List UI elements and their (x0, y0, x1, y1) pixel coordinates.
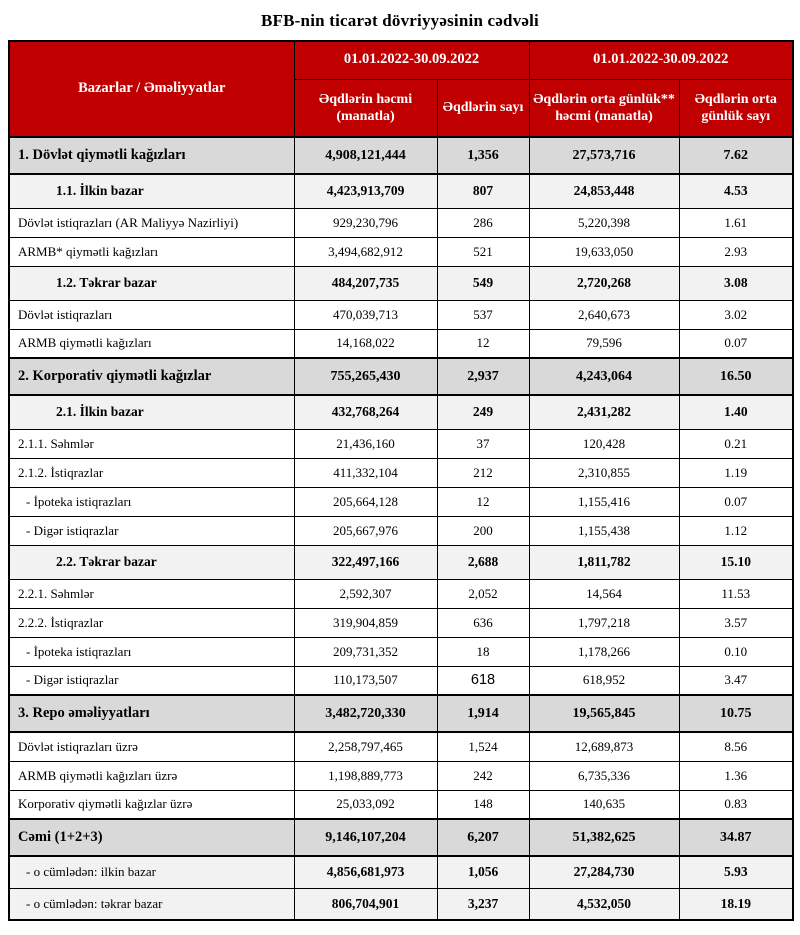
period-header-right: 01.01.2022-30.09.2022 (529, 41, 793, 79)
row-value: 3.02 (679, 300, 793, 329)
row-value: 18 (437, 637, 529, 666)
row-value: 51,382,625 (529, 819, 679, 856)
row-value: 6,207 (437, 819, 529, 856)
row-value: 24,853,448 (529, 174, 679, 208)
row-value: 618 (437, 666, 529, 695)
row-value: 205,664,128 (294, 487, 437, 516)
table-row (9, 237, 793, 266)
row-value: 618,952 (529, 666, 679, 695)
row-value: 5,220,398 (529, 208, 679, 237)
row-value: 3.08 (679, 266, 793, 300)
column-header-avg-volume: Əqdlərin orta günlük** həcmi (manatla) (529, 79, 679, 137)
table-row (9, 732, 793, 761)
row-value: 0.10 (679, 637, 793, 666)
row-value: 2.93 (679, 237, 793, 266)
row-value: 25,033,092 (294, 790, 437, 819)
row-value: 140,635 (529, 790, 679, 819)
row-value: 8.56 (679, 732, 793, 761)
header-group-row (9, 41, 793, 79)
row-value: 4,423,913,709 (294, 174, 437, 208)
row-value: 12,689,873 (529, 732, 679, 761)
row-value: 209,731,352 (294, 637, 437, 666)
row-value: 3,482,720,330 (294, 695, 437, 732)
row-label: Korporativ qiymətli kağızlar üzrə (9, 790, 294, 819)
row-value: 205,667,976 (294, 516, 437, 545)
row-value: 15.10 (679, 545, 793, 579)
row-value: 79,596 (529, 329, 679, 358)
row-value: 322,497,166 (294, 545, 437, 579)
row-value: 27,284,730 (529, 856, 679, 888)
row-value: 2,592,307 (294, 579, 437, 608)
row-value: 1,155,416 (529, 487, 679, 516)
period-header-left: 01.01.2022-30.09.2022 (294, 41, 529, 79)
row-value: 2,937 (437, 358, 529, 395)
row-value: 9,146,107,204 (294, 819, 437, 856)
row-value: 1,797,218 (529, 608, 679, 637)
row-value: 755,265,430 (294, 358, 437, 395)
row-value: 7.62 (679, 137, 793, 174)
row-value: 1,811,782 (529, 545, 679, 579)
table-row (9, 516, 793, 545)
row-value: 200 (437, 516, 529, 545)
row-value: 0.07 (679, 487, 793, 516)
row-value: 19,633,050 (529, 237, 679, 266)
row-value: 1.12 (679, 516, 793, 545)
row-value: 212 (437, 458, 529, 487)
row-value: 148 (437, 790, 529, 819)
row-value: 12 (437, 487, 529, 516)
row-value: 14,168,022 (294, 329, 437, 358)
row-value: 2,431,282 (529, 395, 679, 429)
row-value: 21,436,160 (294, 429, 437, 458)
row-value: 4,243,064 (529, 358, 679, 395)
row-value: 929,230,796 (294, 208, 437, 237)
row-value: 2,688 (437, 545, 529, 579)
row-value: 2,640,673 (529, 300, 679, 329)
row-value: 4,532,050 (529, 888, 679, 920)
table-row (9, 819, 793, 856)
row-value: 806,704,901 (294, 888, 437, 920)
table-row (9, 856, 793, 888)
row-value: 0.21 (679, 429, 793, 458)
row-label: - o cümlədən: ilkin bazar (9, 856, 294, 888)
row-label: 1.2. Təkrar bazar (9, 266, 294, 300)
row-label: 2.1. İlkin bazar (9, 395, 294, 429)
row-label: - o cümlədən: təkrar bazar (9, 888, 294, 920)
row-value: 411,332,104 (294, 458, 437, 487)
row-value: 1,198,889,773 (294, 761, 437, 790)
row-value: 1,178,266 (529, 637, 679, 666)
row-value: 4,908,121,444 (294, 137, 437, 174)
row-label: ARMB qiymətli kağızları üzrə (9, 761, 294, 790)
row-value: 1,155,438 (529, 516, 679, 545)
row-label: 2.2.1. Səhmlər (9, 579, 294, 608)
column-header-avg-count: Əqdlərin orta günlük sayı (679, 79, 793, 137)
table-row (9, 429, 793, 458)
row-value: 14,564 (529, 579, 679, 608)
row-value: 1.61 (679, 208, 793, 237)
row-value: 1.40 (679, 395, 793, 429)
table-row (9, 579, 793, 608)
row-value: 1,056 (437, 856, 529, 888)
row-value: 1,356 (437, 137, 529, 174)
row-value: 3,237 (437, 888, 529, 920)
row-value: 249 (437, 395, 529, 429)
row-label: 2.2.2. İstiqrazlar (9, 608, 294, 637)
row-label: - İpoteka istiqrazları (9, 487, 294, 516)
row-value: 12 (437, 329, 529, 358)
page-title: BFB-nin ticarət dövriyyəsinin cədvəli (261, 11, 539, 30)
row-value: 242 (437, 761, 529, 790)
table-row (9, 790, 793, 819)
row-label: - Digər istiqrazlar (9, 516, 294, 545)
row-value: 2,720,268 (529, 266, 679, 300)
row-value: 37 (437, 429, 529, 458)
table-row (9, 761, 793, 790)
table-row (9, 695, 793, 732)
row-value: 18.19 (679, 888, 793, 920)
row-value: 1,524 (437, 732, 529, 761)
row-label: Dövlət istiqrazları (AR Maliyyə Nazirliyi) (9, 208, 294, 237)
row-value: 2,258,797,465 (294, 732, 437, 761)
row-value: 4.53 (679, 174, 793, 208)
row-value: 120,428 (529, 429, 679, 458)
row-value: 27,573,716 (529, 137, 679, 174)
row-value: 470,039,713 (294, 300, 437, 329)
row-label: 2.1.2. İstiqrazlar (9, 458, 294, 487)
row-label: 1.1. İlkin bazar (9, 174, 294, 208)
row-value: 19,565,845 (529, 695, 679, 732)
table-header (9, 41, 793, 137)
turnover-table (8, 40, 794, 921)
row-value: 432,768,264 (294, 395, 437, 429)
corner-header-cell: Bazarlar / Əməliyyatlar (9, 41, 294, 137)
table-row (9, 266, 793, 300)
row-label: Dövlət istiqrazları (9, 300, 294, 329)
table-row (9, 137, 793, 174)
row-label: 3. Repo əməliyyatları (9, 695, 294, 732)
row-value: 4,856,681,973 (294, 856, 437, 888)
row-value: 110,173,507 (294, 666, 437, 695)
table-row (9, 358, 793, 395)
row-label: 2.2. Təkrar bazar (9, 545, 294, 579)
table-row (9, 458, 793, 487)
row-value: 3,494,682,912 (294, 237, 437, 266)
table-row (9, 329, 793, 358)
row-value: 34.87 (679, 819, 793, 856)
row-value: 2,052 (437, 579, 529, 608)
table-row (9, 174, 793, 208)
row-value: 1,914 (437, 695, 529, 732)
row-value: 521 (437, 237, 529, 266)
row-value: 11.53 (679, 579, 793, 608)
row-value: 807 (437, 174, 529, 208)
column-header-volume: Əqdlərin həcmi (manatla) (294, 79, 437, 137)
table-row (9, 637, 793, 666)
table-row (9, 300, 793, 329)
row-label: - İpoteka istiqrazları (9, 637, 294, 666)
row-value: 636 (437, 608, 529, 637)
row-label: ARMB qiymətli kağızları (9, 329, 294, 358)
row-value: 16.50 (679, 358, 793, 395)
row-value: 549 (437, 266, 529, 300)
column-header-count: Əqdlərin sayı (437, 79, 529, 137)
row-value: 0.83 (679, 790, 793, 819)
row-value: 1.19 (679, 458, 793, 487)
row-value: 3.57 (679, 608, 793, 637)
table-row (9, 395, 793, 429)
row-value: 537 (437, 300, 529, 329)
row-value: 484,207,735 (294, 266, 437, 300)
table-row (9, 487, 793, 516)
row-label: - Digər istiqrazlar (9, 666, 294, 695)
row-label: 2. Korporativ qiymətli kağızlar (9, 358, 294, 395)
row-value: 1.36 (679, 761, 793, 790)
row-value: 5.93 (679, 856, 793, 888)
table-body (9, 137, 793, 920)
row-value: 286 (437, 208, 529, 237)
row-label: 2.1.1. Səhmlər (9, 429, 294, 458)
row-value: 3.47 (679, 666, 793, 695)
table-row (9, 888, 793, 920)
row-label: Dövlət istiqrazları üzrə (9, 732, 294, 761)
row-label: 1. Dövlət qiymətli kağızları (9, 137, 294, 174)
row-value: 10.75 (679, 695, 793, 732)
row-label: ARMB* qiymətli kağızları (9, 237, 294, 266)
row-value: 319,904,859 (294, 608, 437, 637)
row-label: Cəmi (1+2+3) (9, 819, 294, 856)
row-value: 0.07 (679, 329, 793, 358)
row-value: 2,310,855 (529, 458, 679, 487)
table-row (9, 666, 793, 695)
table-row (9, 208, 793, 237)
table-row (9, 608, 793, 637)
row-value: 6,735,336 (529, 761, 679, 790)
table-row (9, 545, 793, 579)
